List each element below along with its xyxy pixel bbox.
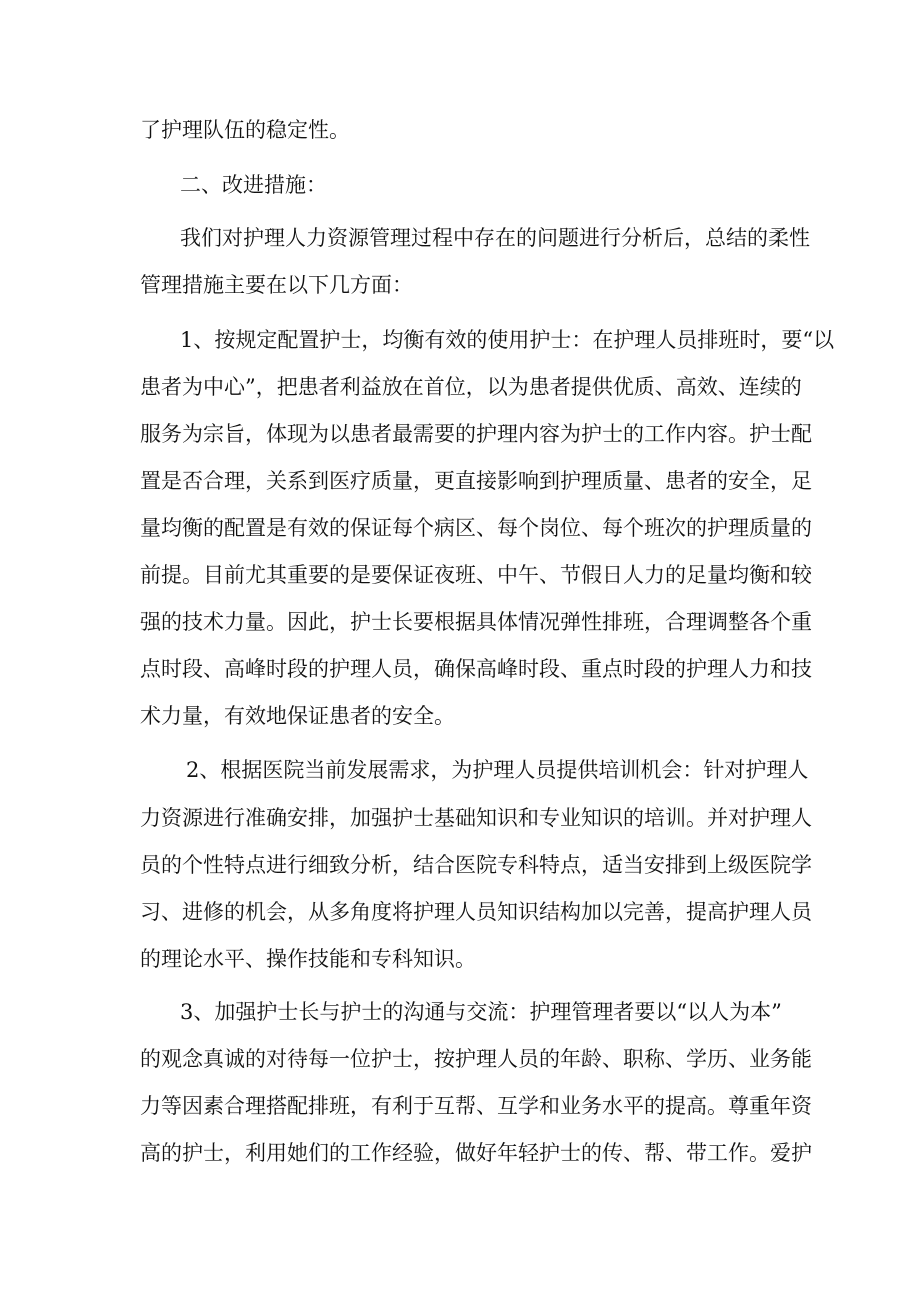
text-line: 的理论水平、操作技能和专科知识。: [140, 947, 476, 971]
text-line: 3、加强护士长与护士的沟通与交流：护理管理者要以“以人为本”: [180, 1000, 782, 1024]
text-line: 力资源进行准确安排，加强护士基础知识和专业知识的培训。并对护理人: [140, 806, 812, 830]
text-line: [140, 1180, 920, 1220]
text-line: 前提。目前尤其重要的是要保证夜班、中午、节假日人力的足量均衡和较: [140, 563, 812, 587]
text-line: 高的护士，利用她们的工作经验，做好年轻护士的传、帮、带工作。爱护: [140, 1141, 812, 1165]
text-line: 我们对护理人力资源管理过程中存在的问题进行分析后，总结的柔性: [180, 226, 810, 250]
text-line: 1、按规定配置护士，均衡有效的使用护士：在护理人员排班时，要“以: [180, 328, 835, 352]
text-line: 员的个性特点进行细致分析，结合医院专科特点，适当安排到上级医院学: [140, 853, 812, 877]
text-line: 的观念真诚的对待每一位护士，按护理人员的年龄、职称、学历、业务能: [140, 1047, 812, 1071]
text-line: 术力量，有效地保证患者的安全。: [140, 704, 455, 728]
text-line: 习、进修的机会，从多角度将护理人员知识结构加以完善，提高护理人员: [140, 900, 812, 924]
text-line: 2、根据医院当前发展需求，为护理人员提供培训机会：针对护理人: [186, 758, 809, 782]
text-line: 强的技术力量。因此，护士长要根据具体情况弹性排班，合理调整各个重: [140, 610, 812, 634]
text-line: 管理措施主要在以下几方面：: [140, 273, 413, 297]
section-heading: 二、改进措施：: [180, 173, 327, 197]
text-line: 点时段、高峰时段的护理人员，确保高峰时段、重点时段的护理人力和技: [140, 657, 812, 681]
text-line: 量均衡的配置是有效的保证每个病区、每个岗位、每个班次的护理质量的: [140, 516, 812, 540]
text-line: 服务为宗旨，体现为以患者最需要的护理内容为护士的工作内容。护士配: [140, 422, 812, 446]
text-line: 患者为中心”，把患者利益放在首位，以为患者提供优质、高效、连续的: [140, 375, 802, 399]
text-line: 了护理队伍的稳定性。: [140, 118, 350, 142]
text-line: 置是否合理，关系到医疗质量，更直接影响到护理质量、患者的安全，足: [140, 469, 812, 493]
text-line: 力等因素合理搭配排班，有利于互帮、互学和业务水平的提高。尊重年资: [140, 1094, 812, 1118]
